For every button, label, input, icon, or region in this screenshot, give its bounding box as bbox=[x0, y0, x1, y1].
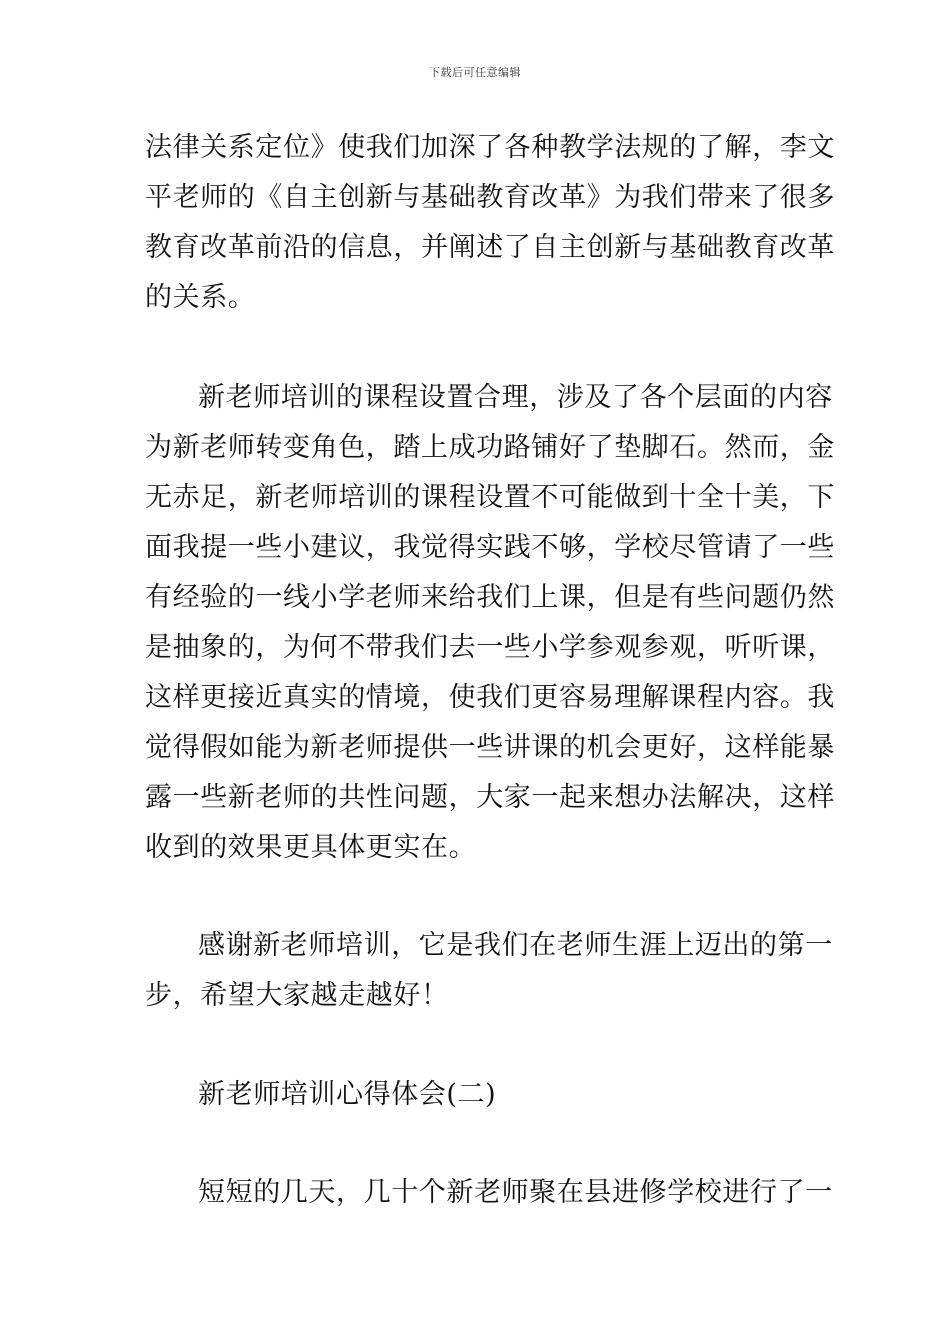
paragraph-line: 觉得假如能为新老师提供一些讲课的机会更好，这样能暴 bbox=[145, 732, 835, 763]
paragraph-line: 露一些新老师的共性问题，大家一起来想办法解决，这样 bbox=[145, 782, 835, 813]
section-title: 新老师培训心得体会(二) bbox=[198, 1079, 497, 1110]
paragraph-line: 无赤足，新老师培训的课程设置不可能做到十全十美，下 bbox=[145, 482, 835, 513]
paragraph-line: 为新老师转变角色，踏上成功路铺好了垫脚石。然而，金 bbox=[145, 432, 835, 463]
paragraph-line: 法律关系定位》使我们加深了各种教学法规的了解，李文 bbox=[145, 132, 835, 163]
paragraph-line: 的关系。 bbox=[145, 282, 256, 313]
paragraph-line: 有经验的一线小学老师来给我们上课，但是有些问题仍然 bbox=[145, 582, 835, 613]
paragraph-line: 这样更接近真实的情境，使我们更容易理解课程内容。我 bbox=[145, 682, 835, 713]
paragraph-line: 步，希望大家越走越好！ bbox=[145, 980, 449, 1011]
paragraph-line: 教育改革前沿的信息，并阐述了自主创新与基础教育改革 bbox=[145, 232, 835, 263]
paragraph-line: 面我提一些小建议，我觉得实践不够，学校尽管请了一些 bbox=[145, 532, 835, 563]
paragraph-line: 是抽象的，为何不带我们去一些小学参观参观，听听课， bbox=[145, 632, 835, 663]
paragraph-line: 感谢新老师培训，它是我们在老师生涯上迈出的第一 bbox=[198, 930, 833, 961]
paragraph-line: 新老师培训的课程设置合理，涉及了各个层面的内容 bbox=[198, 382, 833, 413]
paragraph-line: 平老师的《自主创新与基础教育改革》为我们带来了很多 bbox=[145, 182, 835, 213]
paragraph-line: 短短的几天，几十个新老师聚在县进修学校进行了一 bbox=[198, 1177, 833, 1208]
page-header: 下载后可任意编辑 bbox=[429, 66, 521, 79]
paragraph-line: 收到的效果更具体更实在。 bbox=[145, 832, 477, 863]
